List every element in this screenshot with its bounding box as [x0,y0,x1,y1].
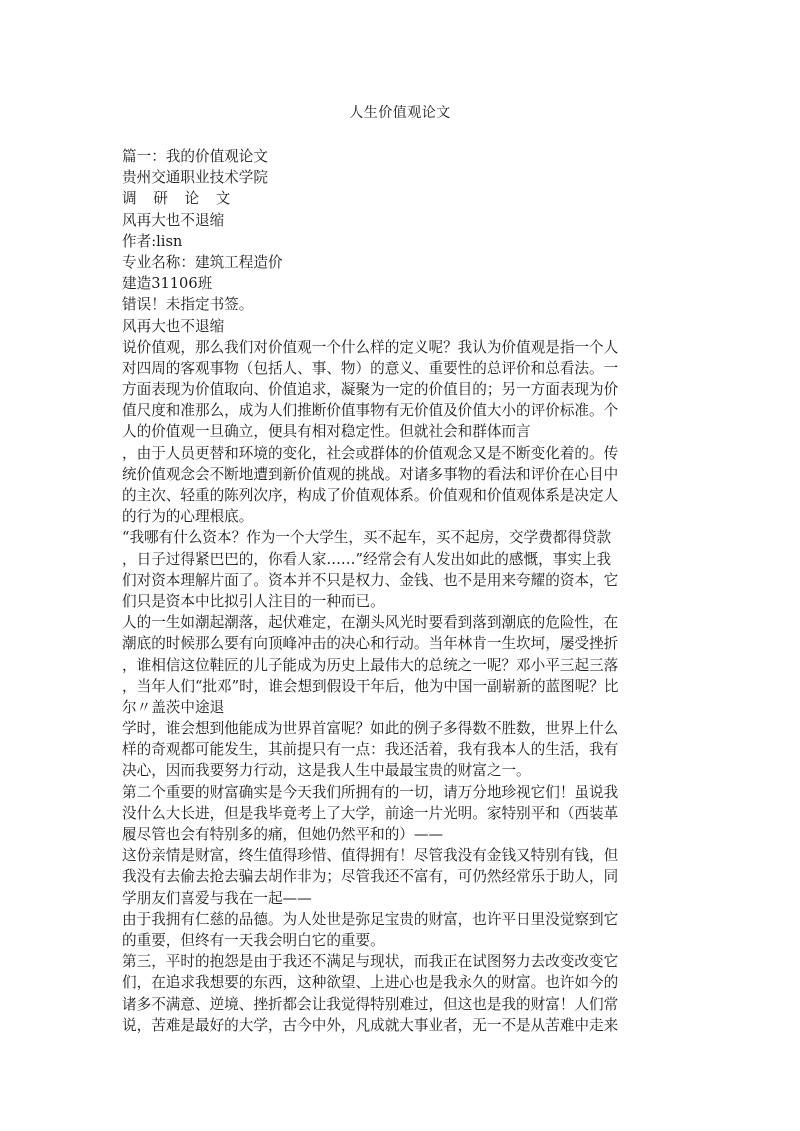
text-line: 的重要，但终有一天我会明白它的重要。 [122,931,385,949]
class-line: 建造31106班 [122,275,213,293]
essay-title-line: 风再大也不退缩 [122,211,225,229]
text-line: 的行为的心理根底。 [122,508,254,526]
text-line: 值尺度和准那么，成为人们推断价值事物有无价值及价值大小的评价标准。个 [122,402,619,420]
text-line: 样的奇观都可能发生，其前提只有一点：我还活着，我有我本人的生活，我有 [122,741,619,759]
text-line: 没什么大长进，但是我毕竟考上了大学，前途一片光明。家特别平和（西装革 [122,804,619,822]
text-line: 由于我拥有仁慈的品德。为人处世是弥足宝贵的财富，也许平日里没觉察到它 [122,910,619,928]
text-line: ，日子过得紧巴巴的，你看人家……”经常会有人发出如此的感慨，事实上我 [122,550,612,568]
document-body [122,146,680,1036]
text-line: 说，苦难是最好的大学，古今中外，凡成就大事业者，无一不是从苦难中走来 [122,1016,619,1034]
document-title: 人生价值观论文 [349,105,451,121]
text-line: 方面表现为价值取向、价值追求，凝聚为一定的价值目的；另一方面表现为价 [122,381,619,399]
text-line: ，由于人员更替和环境的变化，社会或群体的价值观念又是不断变化着的。传 [122,444,619,462]
institution-line: 贵州交通职业技术学院 [122,169,268,187]
error-bookmark-line: 错误！未指定书签。 [122,296,254,314]
text-line: 们只是资本中比拟引人注目的一种而已。 [122,592,385,610]
text-line: 学时，谁会想到他能成为世界首富呢？如此的例子多得数不胜数，世界上什么 [122,720,619,738]
text-line: ，谁相信这位鞋匠的儿子能成为历史上最伟大的总统之一呢？邓小平三起三落 [122,656,619,674]
essay-subtitle-line: 风再大也不退缩 [122,317,225,335]
text-line: 潮底的时候那么要有向顶峰冲击的决心和行动。当年林肯一生坎坷，屡受挫折 [122,635,619,653]
text-line: 学朋友们喜爱与我在一起—— [122,889,312,907]
text-line: 这份亲情是财富，终生值得珍惜、值得拥有！尽管我没有金钱又特别有钱，但 [122,847,619,865]
text-line: 履尽管也会有特别多的痛，但她仍然平和的）—— [122,826,444,843]
text-line: 第二个重要的财富确实是今天我们所拥有的一切，请万分地珍视它们！虽说我 [122,783,619,801]
section-heading: 篇一：我的价值观论文 [122,148,268,165]
text-line: “我哪有什么资本？作为一个大学生，买不起车，买不起房，交学费都得贷款 [122,529,612,547]
text-line: 的主次、轻重的陈列次序，构成了价值观体系。价值观和价值观体系是决定人 [122,487,619,504]
text-line: 对四周的客观事物（包括人、事、物）的意义、重要性的总评价和总看法。一 [122,359,619,377]
text-line: 第三，平时的抱怨是由于我还不满足与现状，而我正在试图努力去改变改变它 [122,953,619,971]
text-line: 们，在追求我想要的东西，这种欲望、上进心也是我永久的财富。也许如今的 [122,974,619,992]
text-line: 统价值观念会不断地遭到新价值观的挑战。对诸多事物的看法和评价在心目中 [122,465,619,483]
report-type-line: 调 研 论 文 [122,190,237,208]
text-line: 尔〃盖茨中途退 [122,698,225,716]
text-line: 人的价值观一旦确立，便具有相对稳定性。但就社会和群体而言 [122,423,531,441]
author-line: 作者:lisn [122,232,183,250]
text-line: 说价值观，那么我们对价值观一个什么样的定义呢？我认为价值观是指一个人 [122,338,619,356]
text-line: 们对资本理解片面了。资本并不只是权力、金钱、也不是用来夸耀的资本，它 [122,571,619,589]
text-line: 我没有去偷去抢去骗去胡作非为；尽管我还不富有，可仍然经常乐于助人，同 [122,868,619,886]
text-line: 人的一生如潮起潮落，起伏难定，在潮头风光时要看到落到潮底的危险性，在 [122,614,619,632]
major-line: 专业名称：建筑工程造价 [122,253,283,271]
text-line: 诸多不满意、逆境、挫折都会让我觉得特别难过，但这也是我的财富！人们常 [122,995,619,1013]
text-line: 决心，因而我要努力行动，这是我人生中最最宝贵的财富之一。 [122,762,531,780]
text-line: ，当年人们“批邓”时，谁会想到假设干年后，他为中国一副崭新的蓝图呢？比 [122,677,619,695]
